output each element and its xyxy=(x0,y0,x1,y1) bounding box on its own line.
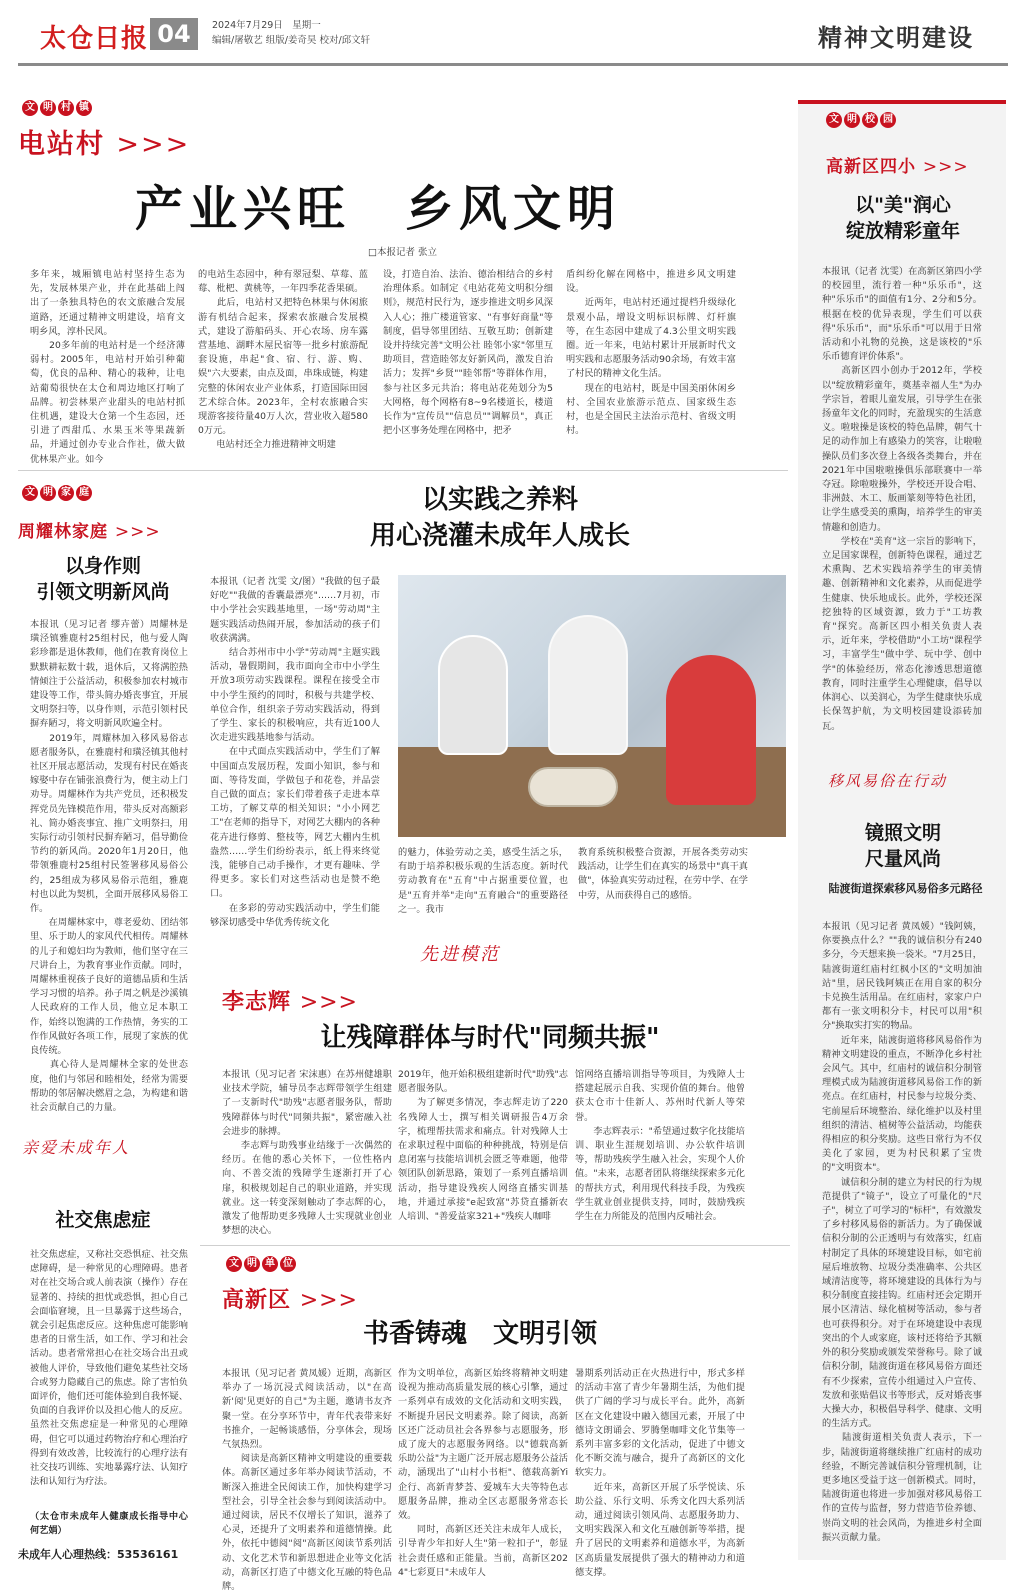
tag-char: 庭 xyxy=(76,485,92,501)
tag-char: 村 xyxy=(58,100,74,116)
a6-headline: 书香铸魂 文明引领 xyxy=(362,1319,597,1349)
a1-kicker xyxy=(18,122,190,161)
s1-headline-line-1: 以"美"润心 xyxy=(855,194,951,216)
a4-col-3: 馆网络直播培训指导等项目，为残障人士搭建起展示自我、实现价值的舞台。他曾获太仓市十佳新人、苏州时代新人等荣誉。 李志辉表示："希望通过数字化技能培训、职业生涯规划培训、办公软件培训等，帮助残疾学生融入社会，实现个人价值。"未来，志愿者团队将继续探索多元化的帮扶方式，利用现代科技手段，为残疾学生就业创业提供支持，同时，鼓励残疾学生在力所能及的范围内反哺社会。 xyxy=(575,1069,745,1223)
a3-col-3: 教育系统积极整合资源，开展各类劳动实践活动，让学生们在真实的场景中"真干真做"，体验真实劳动过程，在劳中学、在学中劳，从而获得自己的感悟。 xyxy=(578,847,748,901)
section-title: 精神文明建设 xyxy=(818,24,974,52)
s1-headline-line-2: 绽放精彩童年 xyxy=(845,220,960,242)
divider xyxy=(200,1245,790,1246)
issue-date: 2024年7月29日 星期一 xyxy=(212,20,321,31)
page-meta xyxy=(212,18,370,48)
a1-col-3: 设，打造自治、法治、德治相结合的乡村治理体系。如制定《电站花苑文明积分细则》，规范村民行为，逐步推进文明乡风深入人心；推广楼道管家、"有事好商量"等制度，倡导邻里团结、互敬互助；创新建设并持续完善"文明公社 睦邻小家"邻里互助项目，营造睦邻友好新风尚，激发自治活力；发挥"乡贤""睦邻帮"等群体作用，参与社区多元共治；将电站花苑划分为5大网格，每个网格有8~9名楼道长，楼道长作为"宣传员""信息员""调解员"，真正把小区事务处理在网格中，把矛 xyxy=(383,269,553,437)
s1-kicker xyxy=(826,152,969,177)
tag-char: 文 xyxy=(22,100,38,116)
s1-headline xyxy=(808,192,998,244)
a6-col-3: 暑期系列活动正在火热进行中，形式多样的活动丰富了青少年暑期生活，为他们提供了广阔的学习与成长平台。此外，高新区在文化建设中融入德国元素，开展了中德诗文朗诵会、罗腾堡咖啡文化节集等一系列丰富多彩的文化活动，促进了中德文化不断交流与融合，提升了高新区的文化软实力。 近年来，高新区开展了乐学悦读、乐助公益、乐行文明、乐秀文化四大系列活动，通过阅读引领风尚、志愿服务助力、文明实践深入和文化互融创新等举措，提升了居民的文明素养和道德水平，为高新区高质量发展提供了强大的精神动力和道德支撑。 xyxy=(575,1368,745,1578)
psych-hotline: 未成年人心理热线：53536161 xyxy=(18,1548,179,1561)
a4-headline: 让残障群体与时代"同频共振" xyxy=(320,1023,660,1053)
s2-headline-line-1: 镜照文明 xyxy=(864,822,941,844)
a2-kicker xyxy=(18,517,161,542)
a2-body: 本报讯（见习记者 缪卉蕾）周耀林是璜泾镇雅鹿村25组村民，他与爱人陶彩珍都是退休教师，他们在教育岗位上默默耕耘数十载，退休后，又将满腔热情倾注于公益活动，积极参加农村城市建设等工作，带头简办婚丧事宜，开展文明祭扫等，以身作则，示范引领村民摒弃陋习，将文明新风吹遍全村。 2019年，周耀林加入移风易俗志愿者服务队，在雅鹿村和璜泾镇其他村社区开展志愿活动，发现有村民在婚丧嫁娶中存在铺张浪费行为，便主动上门劝导。周耀林作为共产党员，还积极发挥党员先锋模范作用，带头反对高额彩礼、简办婚丧事宜、推广文明祭扫，用实际行动引领村民摒弃陋习，倡导勤俭节约的新风尚。2020年1月20日，他带领雅鹿村25组村民签署移风易俗公约，25组成为移风易俗示范组，雅鹿村也以此为契机，全面开展移风易俗工作。 在周耀林家中，尊老爱幼、团结邻里、乐于助人的家风代代相传。周耀林的儿子和媳妇均为教师，他们坚守在三尺讲台上，为教育事业作贡献。同时，周耀林重视孩子良好的道德品质和生活学习习惯的培养。孙子周之帆是沙溪镇人民政府的工作人员，他立足本职工作，始终以饱满的工作热情，务实的工作作风做好各项工作，展现了家族的优良传统。 真心待人是周耀林全家的处世态度，他们与邻居和睦相处，经常为需要帮助的邻居解决燃眉之急，为构建和谐社会贡献自己的力量。 xyxy=(30,619,188,1113)
tag-civilized-unit xyxy=(222,1256,300,1273)
a3-headline-line-2: 用心浇灌未成年人成长 xyxy=(369,521,630,551)
tag-char: 校 xyxy=(862,112,878,128)
tag-civilized-family xyxy=(18,485,96,502)
tag-char: 园 xyxy=(880,112,896,128)
a6-col-2: 作为文明单位，高新区始终将精神文明建设视为推动高质量发展的核心引擎，通过一系列卓有成效的文化活动和文明实践，不断提升居民文明素养。除了阅读，高新区还广泛动员社会各界参与志愿服务，形成了庞大的志愿服务网络。以"德载高新 乐助公益"为主题广泛开展志愿服务公益活动，涵现出了"山村小书柜"、德载高新Yi企行、高新青梦荟、爱城车大夫等特色志愿服务品牌，推动全区志愿服务常态长效。 同时，高新区还关注未成年人成长，引导青少年扣好人生"第一粒扣子"，彰显社会责任感和正能量。当前，高新区2024"七彩夏日"未成年人 xyxy=(398,1368,568,1578)
a1-headline: 产业兴旺 乡风文明 xyxy=(135,181,622,237)
a5-source: （太仓市未成年人健康成长指导中心 何艺娟） xyxy=(30,1511,192,1537)
masthead-rule xyxy=(18,63,1008,66)
tag-char: 家 xyxy=(58,485,74,501)
a5-headline: 社交焦虑症 xyxy=(55,1209,151,1231)
a6-col-1: 本报讯（见习记者 黄凤媛）近期，高新区举办了一场沉浸式阅读活动，以"在高新'阅'见更好的自己"为主题，邀请书友齐聚一堂。在分享环节中，青年代表带来好书推介，一起畅谈感悟，分享体会，现场气氛热烈。 阅读是高新区精神文明建设的重要载体。高新区通过多年举办阅读节活动，不断深入推进全民阅读工作，加快构建学习型社会，引导全社会参与到阅读活动中。通过阅读，居民不仅增长了知识，滋养了心灵，还提升了文明素养和道德情操。此外，依托中德阅"阅"高新区阅读节系列活动、文化艺术节和新思想进企业等文化活动，高新区打造了中德文化互融的特色品牌。 xyxy=(222,1368,392,1593)
a1-col-4: 盾纠纷化解在网格中，推进乡风文明建设。 近两年，电站村还通过提档升级绿化景观小品，增设文明标识标牌、灯杆旗等，在生态园中建成了4.3公里文明实践圈。近一年来，电站村累计开展新时代文明实践和志愿服务活动90余场，有效丰富了村民的精神文化生活。 现在的电站村，既是中国美丽休闲乡村、全国农业旅游示范点、国家级生态村，也是全国民主法治示范村、省级文明村。 xyxy=(566,269,736,437)
a1-arrows: >>> xyxy=(116,129,191,160)
a6-arrows: >>> xyxy=(299,1288,358,1313)
s2-subhead: 陆渡街道探索移风易俗多元路径 xyxy=(828,882,983,895)
a2-arrows: >>> xyxy=(114,522,161,542)
a4-kicker xyxy=(222,985,358,1016)
page-number: 04 xyxy=(150,18,198,50)
s2-body: 本报讯（见习记者 黄凤媛）"钱阿姨，你要换点什么？""我的诚信积分有240多分，今天想来换一袋米。"7月25日，陆渡街道红庙村红枫小区的"文明加油站"里，居民钱阿姨正在用自家的积分卡兑换生活用品。在红庙村，家家户户都有一张文明积分卡，村民可以用"积分"换取实打实的物品。 近年来，陆渡街道将移风易俗作为精神文明建设的重点，不断净化乡村社会风气。其中，红庙村的诚信积分制管理模式成为陆渡街道移风易俗工作的新亮点。在红庙村，村民参与垃圾分类、宅前屋后环境整治、绿化维护以及村里组织的清洁、植树等公益活动，均能获得相应的积分奖励。这些日常行为不仅美化了家园，更为村民积累了宝贵的"文明资本"。 诚信积分制的建立为村民的行为规范提供了"镜子"，设立了可量化的"尺子"，树立了可学习的"标杆"，有效激发了乡村移风易俗的新活力。为了确保诚信积分制的公正透明与有效落实，红庙村制定了具体的环境建设目标，如宅前屋后堆放物、垃圾分类准确率、公共区域清洁度等，将环境建设的具体行为与积分制度直接挂钩。红庙村还会定期开展小区清洁、绿化植树等活动，参与者也可获得积分。对于在环境建设中表现突出的个人或家庭，该村还将给予其额外的积分奖励或颁发荣誉称号。除了诚信积分制，陆渡街道在移风易俗方面还有不少探索，宣传小组通过入户宣传、发放和张贴倡议书等形式，反对婚丧事大操大办，积极倡导科学、健康、文明的生活方式。 陆渡街道相关负责人表示，下一步，陆渡街道将继续推广红庙村的成功经验，不断完善诚信积分管理机制，让更多地区受益于这一创新模式。同时，陆渡街道也将进一步加强对移风易俗工作的宣传与监督，努力营造节俭养德、崇尚文明的社会风尚，为推进乡村全面振兴贡献力量。 xyxy=(822,921,982,1543)
s2-headline xyxy=(808,820,998,872)
tag-char: 明 xyxy=(40,100,56,116)
tag-char: 明 xyxy=(244,1256,260,1272)
a4-arrows: >>> xyxy=(299,990,358,1015)
a5-body: 社交焦虑症，又称社交恐惧症、社交焦虑障碍，是一种常见的心理障碍。患者对在社交场合或人前表演（操作）存在显著的、持续的担忧或恐惧，担心自己会面临窘境，且一旦暴露于这些场合，就会引起焦虑反应。这种焦虑可能影响患者的日常生活，如工作、学习和社会活动。患者常常担心在社交场合出丑或被他人评价，导致他们避免某些社交场合或努力隐藏自己的焦虑。除了害怕负面评价，他们还可能体验到自我怀疑、负面的自我评价以及担心他人的反应。虽然社交焦虑症是一种常见的心理障碍，但它可以通过药物治疗和心理治疗得到有效改善，比较流行的心理疗法有社交技巧训练、实地暴露疗法、认知疗法和认知行为疗法。 xyxy=(30,1249,188,1488)
a6-kicker xyxy=(222,1283,358,1314)
a1-col-2: 的电站生态园中，种有翠冠梨、草莓、蓝莓、枇杷、黄桃等，一年四季花香果硕。 此后，电站村又把特色林果与休闲旅游有机结合起来，探索农旅融合发展模式，建设了游船码头、开心农场、房车露营基地、湖畔木屋民宿等一批乡村旅游配套设施，串起"食、宿、行、游、购、娱"六大要素，由点及面，串珠成链，构建完整的休闲农业产业体系，打造国际田园艺术综合体。2023年，全村农旅融合实现游客接待量40万人次，营业收入超5800万元。 电站村还全力推进精神文明建 xyxy=(198,269,368,451)
a4-kicker-text: 李志辉 xyxy=(222,989,292,1015)
s2-banner: 移风易俗在行动 xyxy=(828,772,948,790)
tag-civilized-campus xyxy=(822,112,900,129)
editor-credits: 编辑/屠敬艺 组版/姜奇昊 校对/邱文轩 xyxy=(212,35,371,46)
tag-civilized-village xyxy=(18,100,96,117)
tag-char: 镇 xyxy=(76,100,92,116)
s2-headline-line-2: 尺量风尚 xyxy=(864,848,941,870)
a2-headline xyxy=(18,553,188,605)
a2-headline-line-2: 引领文明新风尚 xyxy=(36,581,170,603)
a3-col-2: 的魅力，体验劳动之美，感受生活之乐，有助于培养积极乐观的生活态度。新时代劳动教育在"五育"中占据重要位置，也是"五育并举"走向"五育融合"的重要路径之一。我市 xyxy=(398,847,568,915)
a3-col-1: 本报讯（记者 沈雯 文/图）"我做的包子最好吃""我做的香囊最漂亮"……7月初，市中小学社会实践基地里，一场"劳动周"主题实践活动热闹开展，参加活动的孩子们收获满满。 结合苏州市中小学"劳动周"主题实践活动，暑假期间，我市面向全市中小学生开放3项劳动实践课程。课程在接受全市中小学生预约的同时，积极与共建学校、单位合作，组织亲子劳动实践活动，得到了学生、家长的积极响应，共有近100人次走进实践基地参与活动。 在中式面点实践活动中，学生们了解中国面点发展历程，发面小知识，参与和面、等待发面，学做包子和花卷，并品尝自己做的面点；家长们带着孩子走进本草工坊，了解艾草的相关知识；"小小网艺工"在老师的指导下，对网艺大棚内的各种花卉进行修剪、整枝等，网艺大棚内生机盎然……学生们纷纷表示，纸上得来终觉浅，能够自己动手操作，才更有趣味、学得更多。家长们对这些活动也是赞不绝口。 在多彩的劳动实践活动中，学生们能够深切感受中华优秀传统文化 xyxy=(210,576,380,928)
a2-kicker-text: 周耀林家庭 xyxy=(18,522,108,542)
labor-practice-photo xyxy=(398,575,786,837)
s1-kicker-text: 高新区四小 xyxy=(826,157,916,177)
a3-headline xyxy=(200,482,800,554)
newspaper-logo: 太仓日报 xyxy=(40,24,149,54)
tag-char: 位 xyxy=(280,1256,296,1272)
a5-banner: 亲爱未成年人 xyxy=(22,1138,131,1157)
a6-kicker-text: 高新区 xyxy=(222,1287,292,1313)
a1-col-1: 多年来，城厢镇电站村坚持生态为先，发展林果产业，并在此基础上闯出了一条独具特色的农文旅融合发展道路，还通过精神文明建设，培育文明乡风，淳朴民风。 20多年前的电站村是一个经济薄弱村。2005年，电站村开始引种葡萄，优良的品种、精心的栽种，让电站葡萄很快在太仓和周边地区打响了品牌。初尝林果产业甜头的电站村抓住机遇，建设大仓第一个生态园，还引进了西甜瓜、水果玉米等果蔬新品，并通过创办专业合作社，做大做优林果产业。如今 xyxy=(30,269,185,465)
a4-col-2: 2019年，他开始积极组建新时代"助残"志愿者服务队。 为了解更多情况，李志辉走访了220名残障人士，撰写相关调研报告4万余字，梳理帮扶需求和痛点。针对残障人士在求职过程中面临的种种挑战，特别是信息闭塞与技能培训机会匮乏等难题，他带领团队创新思路，策划了一系列直播培训活动，指导建设残疾人网络直播实训基地，并通过承接"e起致富"苏贷直播新农人培训、"善爱益家321+"残疾人咖啡 xyxy=(398,1069,568,1223)
a3-headline-line-1: 以实践之养料 xyxy=(421,485,578,515)
a1-byline: □本报记者 张立 xyxy=(368,247,437,258)
a4-banner: 先进模范 xyxy=(420,944,500,965)
tag-char: 文 xyxy=(22,485,38,501)
tag-char: 明 xyxy=(40,485,56,501)
tag-char: 文 xyxy=(826,112,842,128)
tag-char: 单 xyxy=(262,1256,278,1272)
s1-arrows: >>> xyxy=(922,157,969,177)
a2-headline-line-1: 以身作则 xyxy=(64,555,141,577)
tag-char: 明 xyxy=(844,112,860,128)
tag-char: 文 xyxy=(226,1256,242,1272)
a1-kicker-text: 电站村 xyxy=(18,129,105,160)
divider xyxy=(18,470,788,471)
s1-body: 本报讯（记者 沈雯）在高新区第四小学的校园里，流行着一种"乐乐币"，这种"乐乐币"的面值有1分、2分和5分。根据在校的优异表现，学生们可以获得"乐乐币"，而"乐乐币"可以用于日常活动和小礼物的兑换，这是该校的"乐乐币德育评价体系"。 高新区四小创办于2012年，学校以"绽放精彩童年，奠基幸福人生"为办学宗旨，着眼儿童发展，引导学生在张扬童年文化的同时，充盈现实的生活意义。啦啦操是该校的特色品牌，朝气十足的动作加上有感染力的笑容，让啦啦操队员们多次登上各级各类舞台，并在2021年中国啦啦操俱乐部联赛中一举夺冠。除啦啦操外，学校还开设合唱、非洲鼓、木工、版画篆刻等特色社团，让学生感受美的熏陶，培养学生的审美情趣和创造力。 学校在"美育"这一宗旨的影响下，立足国家课程，创新特色课程，通过艺术熏陶、艺术实践培养学生的审美情趣、创新精神和文化素养，从而促进学生健康、快乐地成长。此外，学校还深挖独特的区域资源，致力于"工坊教育"探究。高新区四小相关负责人表示，近年来，学校借助"小工坊"课程学习，丰富学生"做中学、玩中学、创中学"的体验经历，常态化渗透思想道德教育，同时注重学生心理健康，倡导以体润心、以美润心，为学生健康快乐成长保驾护航，为文明校园建设添砖加瓦。 xyxy=(822,266,982,732)
a4-col-1: 本报讯（见习记者 宋沫惠）在苏州健雄职业技术学院，辅导员李志辉带领学生组建了一支新时代"助残"志愿者服务队，帮助残障群体与时代"同频共振"，紧密融入社会进步的脉搏。 李志辉与助残事业结缘于一次偶然的经历。在他的悉心关怀下，一位性格内向、不善交流的残障学生逐渐打开了心扉，积极规划起自己的职业道路，并实现就业。这一转变深刻触动了李志辉的心，激发了他帮助更多残障人士实现就业创业梦想的决心。 xyxy=(222,1069,392,1237)
